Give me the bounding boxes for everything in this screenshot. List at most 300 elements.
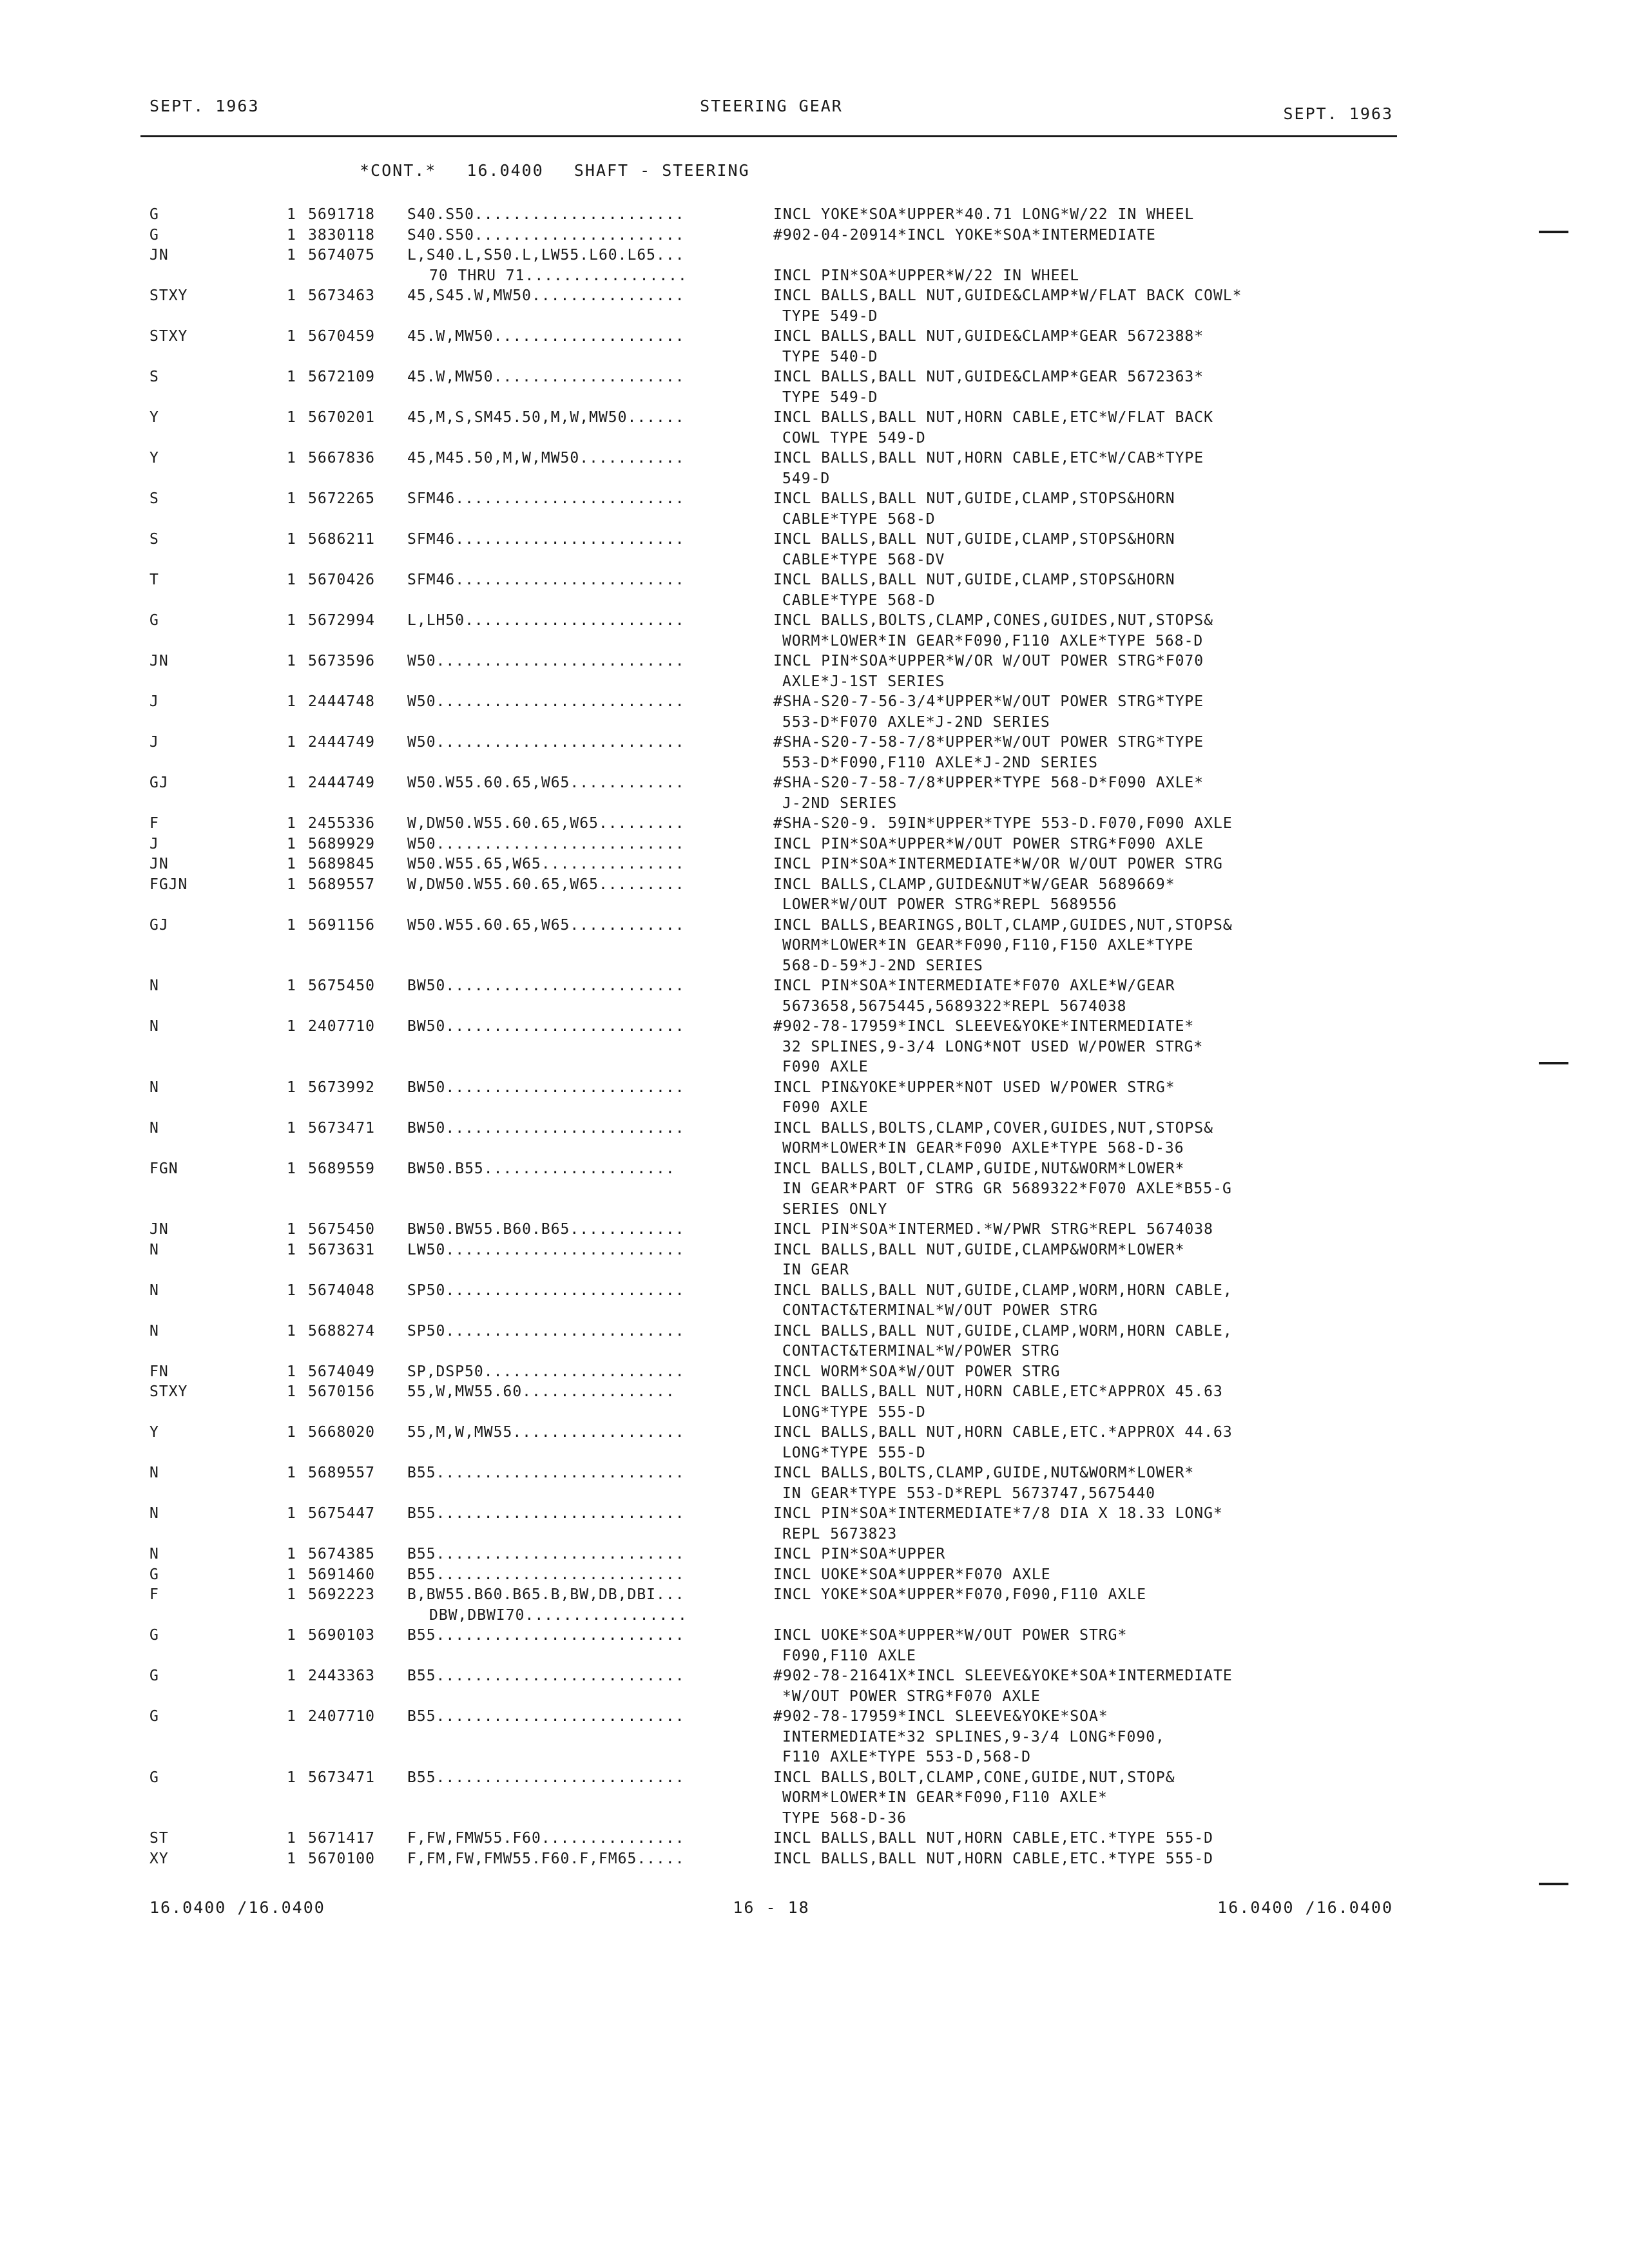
part-entry — [0, 834, 1629, 855]
footer-index-right: 16.0400 /16.0400 — [1217, 1898, 1393, 1917]
description-line: LONG*TYPE 555-D — [782, 1444, 926, 1461]
part-description — [773, 448, 1204, 489]
page-number: 16 - 18 — [733, 1898, 810, 1917]
models-line: B55.......................... — [407, 1667, 685, 1684]
page-footer — [149, 1898, 1393, 1924]
models-line: W50.W55.60.65,W65............ — [407, 774, 685, 791]
description-line: CONTACT&TERMINAL*W/OUT POWER STRG — [782, 1302, 1098, 1319]
margin-mark — [1539, 1062, 1568, 1064]
quantity: 1 — [287, 1160, 296, 1177]
part-entry — [0, 570, 1629, 611]
description-line: IN GEAR*PART OF STRG GR 5689322*F070 AXLE*B55-G — [782, 1180, 1232, 1197]
quantity: 1 — [287, 1667, 296, 1684]
models-line: 70 THRU 71................. — [429, 267, 688, 284]
description-line: INCL BALLS,BOLTS,CLAMP,COVER,GUIDES,NUT,STOPS& — [773, 1119, 1213, 1137]
part-description — [773, 245, 1079, 286]
part-number: 5692223 — [308, 1586, 375, 1603]
part-entry — [0, 1423, 1629, 1463]
quantity: 1 — [287, 1322, 296, 1340]
model-codes: N — [149, 1119, 159, 1137]
part-description — [773, 205, 1194, 226]
models-line: W,DW50.W55.60.65,W65......... — [407, 815, 685, 832]
applicable-models — [407, 1626, 685, 1646]
model-codes: GJ — [149, 774, 169, 791]
description-line: CABLE*TYPE 568-DV — [782, 551, 945, 568]
applicable-models — [407, 1585, 688, 1626]
models-line: BW50.BW55.B60.B65............ — [407, 1221, 685, 1238]
part-number: 5670201 — [308, 409, 375, 426]
part-entry — [0, 1585, 1629, 1626]
part-description — [773, 408, 1213, 448]
model-codes: T — [149, 572, 159, 588]
quantity: 1 — [287, 1363, 296, 1380]
part-description — [773, 530, 1175, 570]
model-codes: ST — [149, 1830, 169, 1847]
applicable-models — [407, 773, 685, 794]
part-description — [773, 773, 1204, 814]
models-line: DBW,DBWI70................. — [429, 1606, 688, 1624]
part-description — [773, 1362, 1060, 1383]
part-number: 5672109 — [308, 369, 375, 385]
description-line: WORM*LOWER*IN GEAR*F090,F110,F150 AXLE*TYPE — [782, 937, 1194, 954]
applicable-models — [407, 1666, 685, 1687]
applicable-models — [407, 1707, 685, 1727]
quantity: 1 — [287, 328, 296, 345]
models-line: L,S40.L,S50.L,LW55.L60.L65... — [407, 247, 685, 264]
model-codes: FN — [149, 1363, 169, 1380]
models-line: 55,W,MW55.60................ — [407, 1383, 675, 1400]
part-number: 5673992 — [308, 1079, 375, 1096]
model-codes: G — [149, 226, 159, 244]
applicable-models — [407, 733, 685, 753]
applicable-models — [407, 1849, 685, 1870]
part-entry — [0, 1504, 1629, 1544]
description-line: 32 SPLINES,9-3/4 LONG*NOT USED W/POWER STRG* — [782, 1038, 1204, 1055]
applicable-models — [407, 1544, 685, 1565]
models-line: LW50......................... — [407, 1241, 685, 1258]
part-number: 5674385 — [308, 1546, 375, 1562]
part-entry — [0, 286, 1629, 327]
part-number: 5689845 — [308, 856, 375, 872]
part-number: 2407710 — [308, 1018, 375, 1035]
applicable-models — [407, 367, 685, 388]
part-entry — [0, 245, 1629, 286]
description-line: #902-04-20914*INCL YOKE*SOA*INTERMEDIATE — [773, 226, 1156, 244]
models-line: SFM46........................ — [407, 531, 685, 548]
model-codes: FGN — [149, 1160, 178, 1177]
part-entry — [0, 1078, 1629, 1119]
models-line: BW50.B55.................... — [407, 1160, 675, 1177]
quantity: 1 — [287, 226, 296, 244]
header-divider — [140, 135, 1397, 137]
part-description — [773, 611, 1213, 651]
part-entry — [0, 916, 1629, 977]
part-description — [773, 1585, 1146, 1606]
part-number: 5672265 — [308, 490, 375, 507]
part-entry — [0, 1382, 1629, 1423]
quantity: 1 — [287, 531, 296, 548]
applicable-models — [407, 611, 685, 631]
part-number: 5673596 — [308, 653, 375, 669]
description-line: INCL BALLS,BALL NUT,HORN CABLE,ETC.*TYPE 555-D — [773, 1850, 1213, 1867]
description-line: SERIES ONLY — [782, 1200, 888, 1218]
models-line: B,BW55.B60.B65.B,BW,DB,DBI... — [407, 1586, 685, 1603]
description-line: INCL BALLS,BALL NUT,HORN CABLE,ETC*W/FLAT BACK — [773, 409, 1213, 426]
margin-mark — [1539, 231, 1568, 233]
quantity: 1 — [287, 1018, 296, 1035]
model-codes: JN — [149, 856, 169, 872]
description-line: WORM*LOWER*IN GEAR*F090 AXLE*TYPE 568-D-36 — [782, 1140, 1184, 1157]
description-line: 568-D-59*J-2ND SERIES — [782, 957, 983, 974]
part-number: 5674049 — [308, 1363, 375, 1380]
part-description — [773, 1382, 1223, 1423]
part-number: 2444749 — [308, 774, 375, 791]
part-description — [773, 1463, 1194, 1504]
applicable-models — [407, 976, 685, 997]
models-line: W,DW50.W55.60.65,W65......... — [407, 876, 685, 893]
part-entry — [0, 1849, 1629, 1870]
applicable-models — [407, 1017, 685, 1037]
applicable-models — [407, 834, 685, 855]
description-line: #SHA-S20-7-58-7/8*UPPER*W/OUT POWER STRG*TYPE — [773, 734, 1204, 751]
part-number: 3830118 — [308, 226, 375, 244]
part-description — [773, 916, 1233, 977]
models-line: 45.W,MW50.................... — [407, 369, 685, 385]
description-line: *W/OUT POWER STRG*F070 AXLE — [782, 1687, 1041, 1705]
part-description — [773, 327, 1204, 367]
quantity: 1 — [287, 369, 296, 385]
description-line: INCL PIN*SOA*UPPER*W/22 IN WHEEL — [773, 267, 1080, 284]
description-line: INCL BALLS,BALL NUT,GUIDE,CLAMP,STOPS&HORN — [773, 572, 1175, 588]
applicable-models — [407, 1565, 685, 1586]
part-description — [773, 1078, 1175, 1119]
models-line: 55,M,W,MW55.................. — [407, 1424, 685, 1441]
part-number: 5689557 — [308, 876, 375, 893]
applicable-models — [407, 245, 688, 286]
model-codes: JN — [149, 1221, 169, 1238]
part-description — [773, 1017, 1203, 1078]
part-entry — [0, 692, 1629, 733]
models-line: BW50......................... — [407, 1018, 685, 1035]
part-entry — [0, 1626, 1629, 1666]
header-section-title: STEERING GEAR — [700, 97, 843, 115]
description-line: INCL BALLS,BALL NUT,HORN CABLE,ETC.*APPROX 44.63 — [773, 1424, 1233, 1441]
part-entry — [0, 1666, 1629, 1707]
part-description — [773, 367, 1204, 408]
applicable-models — [407, 1768, 685, 1789]
part-description — [773, 570, 1175, 611]
part-number: 5686211 — [308, 531, 375, 548]
part-entry — [0, 1017, 1629, 1078]
part-description — [773, 1544, 945, 1565]
description-line: J-2ND SERIES — [782, 794, 898, 812]
part-entry — [0, 1119, 1629, 1159]
model-codes: N — [149, 1546, 159, 1562]
description-line: INCL PIN*SOA*UPPER*W/OR W/OUT POWER STRG*F070 — [773, 653, 1204, 669]
description-line: INCL PIN*SOA*UPPER — [773, 1546, 946, 1562]
part-number: 5673471 — [308, 1769, 375, 1786]
quantity: 1 — [287, 693, 296, 710]
part-description — [773, 1423, 1233, 1463]
applicable-models — [407, 1829, 685, 1849]
description-line: INCL BALLS,BALL NUT,GUIDE&CLAMP*W/FLAT BACK COWL* — [773, 287, 1242, 304]
part-entry — [0, 448, 1629, 489]
description-line: INCL BALLS,BOLTS,CLAMP,CONES,GUIDES,NUT,STOPS& — [773, 612, 1213, 629]
description-line: INCL PIN*SOA*INTERMEDIATE*F070 AXLE*W/GEAR — [773, 977, 1175, 994]
description-line: 553-D*F090,F110 AXLE*J-2ND SERIES — [782, 754, 1098, 771]
quantity: 1 — [287, 977, 296, 994]
models-line: W50.......................... — [407, 734, 685, 751]
part-entry — [0, 854, 1629, 875]
applicable-models — [407, 1119, 685, 1139]
part-entry — [0, 1220, 1629, 1240]
header-date-right: SEPT. 1963 — [1283, 104, 1393, 123]
model-codes: JN — [149, 247, 169, 264]
models-line: F,FW,FMW55.F60............... — [407, 1830, 685, 1847]
part-entry — [0, 1707, 1629, 1768]
applicable-models — [407, 1159, 675, 1180]
part-description — [773, 733, 1204, 773]
applicable-models — [407, 651, 685, 672]
part-entry — [0, 205, 1629, 226]
description-line: INCL PIN*SOA*INTERMED.*W/PWR STRG*REPL 5674038 — [773, 1221, 1213, 1238]
description-line: INCL BALLS,BOLTS,CLAMP,GUIDE,NUT&WORM*LOWER* — [773, 1465, 1195, 1481]
description-line: F110 AXLE*TYPE 553-D,568-D — [782, 1749, 1032, 1765]
part-number: 5673463 — [308, 287, 375, 304]
quantity: 1 — [287, 409, 296, 426]
model-codes: Y — [149, 1424, 159, 1441]
model-codes: G — [149, 1627, 159, 1644]
part-number: 5670459 — [308, 328, 375, 345]
models-line: 45.W,MW50.................... — [407, 328, 685, 345]
part-entry — [0, 1362, 1629, 1383]
model-codes: N — [149, 1465, 159, 1481]
part-description — [773, 1321, 1233, 1362]
models-line: W50.W55.60.65,W65............ — [407, 916, 685, 934]
models-line: L,LH50....................... — [407, 612, 685, 629]
applicable-models — [407, 1382, 675, 1403]
model-codes: J — [149, 693, 159, 710]
quantity: 1 — [287, 1505, 296, 1522]
part-number: 5689929 — [308, 835, 375, 852]
description-line: CABLE*TYPE 568-D — [782, 510, 936, 528]
models-line: B55.......................... — [407, 1769, 685, 1786]
models-line: BW50......................... — [407, 1079, 685, 1096]
model-codes: F — [149, 1586, 159, 1603]
part-entry — [0, 976, 1629, 1017]
part-entry — [0, 1240, 1629, 1281]
part-description — [773, 1707, 1165, 1768]
quantity: 1 — [287, 206, 296, 223]
quantity: 1 — [287, 856, 296, 872]
part-number: 2455336 — [308, 815, 375, 832]
description-line: INCL BALLS,BALL NUT,HORN CABLE,ETC.*TYPE 555-D — [773, 1830, 1213, 1847]
part-description — [773, 1119, 1213, 1159]
quantity: 1 — [287, 876, 296, 893]
description-line: AXLE*J-1ST SERIES — [782, 673, 945, 690]
models-line: W50.W55.65,W65............... — [407, 856, 685, 872]
model-codes: N — [149, 1322, 159, 1340]
description-line: INCL BALLS,BOLT,CLAMP,CONE,GUIDE,NUT,STOP& — [773, 1769, 1175, 1786]
quantity: 1 — [287, 1383, 296, 1400]
part-number: 5689557 — [308, 1465, 375, 1481]
part-description — [773, 1829, 1213, 1849]
description-line: INCL BALLS,CLAMP,GUIDE&NUT*W/GEAR 5689669* — [773, 876, 1175, 893]
part-number: 5670100 — [308, 1850, 375, 1867]
description-line: INCL PIN*SOA*INTERMEDIATE*7/8 DIA X 18.33 LONG* — [773, 1505, 1223, 1522]
quantity: 1 — [287, 1119, 296, 1137]
part-description — [773, 976, 1175, 1017]
applicable-models — [407, 1281, 685, 1302]
part-description — [773, 286, 1242, 327]
models-line: BW50......................... — [407, 1119, 685, 1137]
description-line: F090 AXLE — [782, 1059, 869, 1075]
applicable-models — [407, 408, 685, 428]
part-number: 5672994 — [308, 612, 375, 629]
applicable-models — [407, 814, 685, 834]
models-line: SP50......................... — [407, 1322, 685, 1340]
description-line: INCL UOKE*SOA*UPPER*F070 AXLE — [773, 1566, 1051, 1583]
part-number: 5674048 — [308, 1282, 375, 1299]
applicable-models — [407, 916, 685, 936]
models-line: W50.......................... — [407, 835, 685, 852]
model-codes: STXY — [149, 328, 188, 345]
part-description — [773, 834, 1204, 855]
part-description — [773, 692, 1204, 733]
part-entry — [0, 1768, 1629, 1829]
quantity: 1 — [287, 1708, 296, 1725]
part-number: 5675450 — [308, 977, 375, 994]
model-codes: G — [149, 612, 159, 629]
part-number: 5675447 — [308, 1505, 375, 1522]
part-entry — [0, 773, 1629, 814]
description-line: INCL BALLS,BALL NUT,GUIDE,CLAMP,STOPS&HORN — [773, 531, 1175, 548]
part-entry — [0, 1159, 1629, 1220]
description-line: INCL BALLS,BALL NUT,GUIDE,CLAMP&WORM*LOWER* — [773, 1241, 1185, 1258]
quantity: 1 — [287, 612, 296, 629]
description-line: INCL BALLS,BALL NUT,GUIDE,CLAMP,WORM,HORN CABLE, — [773, 1322, 1233, 1340]
part-entry — [0, 530, 1629, 570]
part-number: 5674075 — [308, 247, 375, 264]
section-heading — [360, 161, 769, 180]
description-line: INCL UOKE*SOA*UPPER*W/OUT POWER STRG* — [773, 1627, 1128, 1644]
part-entry — [0, 1281, 1629, 1321]
description-line: INCL PIN&YOKE*UPPER*NOT USED W/POWER STRG* — [773, 1079, 1175, 1096]
applicable-models — [407, 1504, 685, 1524]
models-line: B55.......................... — [407, 1505, 685, 1522]
quantity: 1 — [287, 916, 296, 934]
quantity: 1 — [287, 1566, 296, 1583]
part-description — [773, 1768, 1175, 1829]
description-line: WORM*LOWER*IN GEAR*F090,F110 AXLE*TYPE 568-D — [782, 632, 1204, 649]
part-description — [773, 489, 1175, 530]
quantity: 1 — [287, 774, 296, 791]
applicable-models — [407, 489, 685, 510]
part-entry — [0, 1544, 1629, 1565]
part-description — [773, 1504, 1223, 1544]
part-number: 2444749 — [308, 734, 375, 751]
part-entry — [0, 1463, 1629, 1504]
model-codes: XY — [149, 1850, 169, 1867]
description-line: CABLE*TYPE 568-D — [782, 591, 936, 609]
model-codes: JN — [149, 653, 169, 669]
description-line: #902-78-17959*INCL SLEEVE&YOKE*SOA* — [773, 1708, 1108, 1725]
applicable-models — [407, 692, 685, 713]
part-description — [773, 1240, 1184, 1281]
quantity: 1 — [287, 1830, 296, 1847]
description-line: INCL WORM*SOA*W/OUT POWER STRG — [773, 1363, 1061, 1380]
model-codes: J — [149, 835, 159, 852]
section-name: SHAFT - STEERING — [574, 161, 750, 180]
models-line: B55.......................... — [407, 1708, 685, 1725]
description-line: #SHA-S20-7-58-7/8*UPPER*TYPE 568-D*F090 AXLE* — [773, 774, 1204, 791]
models-line: S40.S50...................... — [407, 206, 685, 223]
model-codes: S — [149, 531, 159, 548]
applicable-models — [407, 1240, 685, 1261]
model-codes: N — [149, 1241, 159, 1258]
part-entry — [0, 814, 1629, 834]
part-number: 5691460 — [308, 1566, 375, 1583]
model-codes: S — [149, 490, 159, 507]
models-line: BW50......................... — [407, 977, 685, 994]
models-line: SFM46........................ — [407, 490, 685, 507]
models-line: B55.......................... — [407, 1566, 685, 1583]
part-number: 5688274 — [308, 1322, 375, 1340]
description-line: WORM*LOWER*IN GEAR*F090,F110 AXLE* — [782, 1789, 1108, 1806]
description-line: #SHA-S20-9. 59IN*UPPER*TYPE 553-D.F070,F090 AXLE — [773, 815, 1233, 832]
part-description — [773, 226, 1156, 246]
page-header — [149, 97, 1393, 129]
description-line: #SHA-S20-7-56-3/4*UPPER*W/OUT POWER STRG*TYPE — [773, 693, 1204, 710]
parts-list — [0, 205, 1629, 1869]
quantity: 1 — [287, 490, 296, 507]
quantity: 1 — [287, 1079, 296, 1096]
description-line: INCL BALLS,BALL NUT,HORN CABLE,ETC*W/CAB*TYPE — [773, 450, 1204, 466]
description-line: IN GEAR*TYPE 553-D*REPL 5673747,5675440 — [782, 1485, 1156, 1502]
models-line: B55.......................... — [407, 1465, 685, 1481]
models-line: SP50......................... — [407, 1282, 685, 1299]
description-line: LONG*TYPE 555-D — [782, 1403, 926, 1421]
part-number: 5670426 — [308, 572, 375, 588]
applicable-models — [407, 1362, 685, 1383]
description-line — [773, 245, 1079, 266]
part-description — [773, 1626, 1127, 1666]
quantity: 1 — [287, 1586, 296, 1603]
quantity: 1 — [287, 1850, 296, 1867]
description-line: F090 AXLE — [782, 1099, 869, 1116]
part-description — [773, 1849, 1213, 1870]
applicable-models — [407, 226, 685, 246]
quantity: 1 — [287, 247, 296, 264]
model-codes: G — [149, 206, 159, 223]
model-codes: N — [149, 1079, 159, 1096]
model-codes: Y — [149, 450, 159, 466]
model-codes: N — [149, 1018, 159, 1035]
model-codes: J — [149, 734, 159, 751]
part-number: 5673471 — [308, 1119, 375, 1137]
quantity: 1 — [287, 1241, 296, 1258]
description-line: TYPE 568-D-36 — [782, 1809, 907, 1827]
part-description — [773, 1159, 1232, 1220]
description-line: 5673658,5675445,5689322*REPL 5674038 — [782, 997, 1127, 1015]
part-description — [773, 814, 1233, 834]
quantity: 1 — [287, 287, 296, 304]
part-number: 5675450 — [308, 1221, 375, 1238]
footer-index-left: 16.0400 /16.0400 — [149, 1898, 325, 1917]
quantity: 1 — [287, 1546, 296, 1562]
model-codes: GJ — [149, 916, 169, 934]
description-line: LOWER*W/OUT POWER STRG*REPL 5689556 — [782, 896, 1117, 913]
